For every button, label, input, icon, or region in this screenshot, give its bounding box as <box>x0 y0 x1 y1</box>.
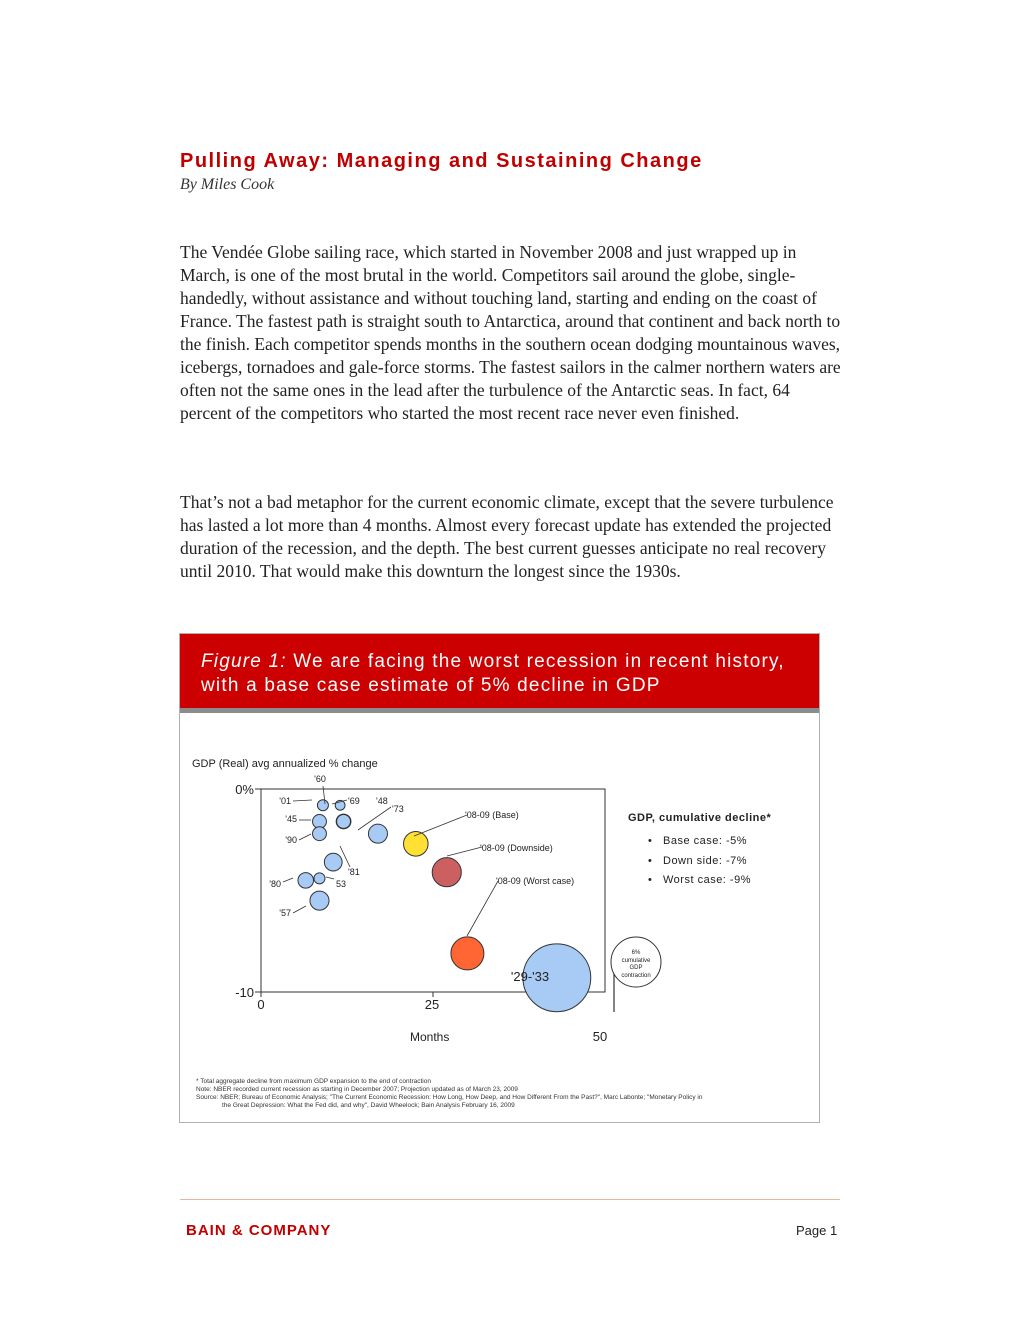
bubble <box>324 853 342 871</box>
bubble-label: '80 <box>269 879 281 889</box>
bubble-label: '60 <box>314 774 326 784</box>
x-tick-label: 25 <box>424 997 440 1012</box>
bain-company-logo: BAIN & COMPANY <box>186 1222 332 1239</box>
footnote: Note: NBER recorded current recession as starting in December 2007; Projection updated as of March 23, 2009 <box>196 1086 518 1093</box>
contraction-note <box>611 937 661 987</box>
bubble <box>314 873 325 884</box>
article-title: Pulling Away: Managing and Sustaining Change <box>180 150 703 172</box>
figure-title: We are facing the worst recession in recent history, with a base case estimate of 5% decline in GDP <box>201 651 785 696</box>
bubble <box>337 815 351 829</box>
bubble-label: '08-09 (Base) <box>465 810 519 820</box>
contraction-note-text: 6% <box>631 950 641 956</box>
x-tick-label: 50 <box>592 1029 608 1044</box>
contraction-note-text: GDP <box>629 965 643 971</box>
bubble-leader-line <box>293 800 312 801</box>
bubble-leader-line <box>326 877 334 879</box>
y-axis-label: GDP (Real) avg annualized % change <box>192 758 378 770</box>
legend-bullet: • <box>648 874 652 886</box>
bubble-label: '57 <box>279 908 291 918</box>
article-paragraph: The Vendée Globe sailing race, which started in November 2008 and just wrapped up in March, is one of the most brutal in the world. Competitors sail around the globe, single-handedly, without assistance and without touching land, starting and ending on the coast of France. The fastest path is straight south to Antarctica, around that continent and back north to the finish. Each competitor spends months in the southern ocean dodging mountainous waves, icebergs, tornadoes and gale-force storms. The fastest sailors in the calmer northern waters are often not the same ones in the lead after the turbulence of the Antarctic seas. In fact, 64 percent of the competitors who started the most recent race never even finished. <box>180 242 841 423</box>
bubble-leader-line <box>447 847 482 856</box>
article-paragraph: That’s not a bad metaphor for the current economic climate, except that the severe turbulence has lasted a lot more than 4 months. Almost every forecast update has extended the projected duration of the recession, and the depth. The best current guesses anticipate no real recovery until 2010. That would make this downturn the longest since the 1930s. <box>180 492 834 581</box>
legend-title: GDP, cumulative decline* <box>628 812 772 824</box>
plot-layer <box>255 774 614 1012</box>
bubble <box>451 937 484 970</box>
x-tick-label: 0 <box>257 997 265 1012</box>
bubble-label: '81 <box>348 867 360 877</box>
page-number: Page 1 <box>796 1223 838 1238</box>
bubble <box>317 800 328 811</box>
bubble <box>432 858 461 887</box>
bubble <box>368 824 387 843</box>
footer-rule <box>180 1199 840 1200</box>
bubble-label: '48 <box>376 796 388 806</box>
bubble <box>313 827 327 841</box>
footnote: * Total aggregate decline from maximum GDP expansion to the end of contraction <box>196 1078 431 1085</box>
bubble-label: '73 <box>392 804 404 814</box>
bubble-label: '45 <box>285 814 297 824</box>
article-byline: By Miles Cook <box>180 176 275 193</box>
bubble-label: '08-09 (Worst case) <box>496 876 575 886</box>
figure-box <box>179 633 820 1123</box>
footnote: the Great Depression: What the Fed did, and why", David Wheelock; Bain Analysis February 16, 2009 <box>222 1102 515 1109</box>
contraction-note-text: contraction <box>621 973 651 979</box>
bubble <box>310 891 329 910</box>
figure-label: Figure 1: <box>201 651 287 672</box>
y-tick-label: -10 <box>235 985 254 1000</box>
footnote: Source: NBER; Bureau of Economic Analysis; "The Current Economic Recession: How Long, How Deep, and How Different From the Past?", Marc Labonte; "Monetary Policy in <box>196 1094 703 1101</box>
bubble-leader-line <box>293 906 306 913</box>
legend-bullet: • <box>648 835 652 847</box>
bubble-label: '90 <box>285 835 297 845</box>
bubble-leader-line <box>414 815 467 836</box>
bubble <box>298 873 314 889</box>
bubble-label: '69 <box>348 796 360 806</box>
bubble-leader-line <box>283 878 293 882</box>
bubble-leader-line <box>299 834 311 840</box>
x-axis-label: Months <box>410 1030 450 1044</box>
bubble-chart <box>180 634 819 1122</box>
legend-bullet: • <box>648 855 652 867</box>
bubble-label: '01 <box>279 796 291 806</box>
legend-item: Down side: -7% <box>663 855 748 867</box>
legend-item: Worst case: -9% <box>663 874 751 886</box>
bubble-leader-line <box>467 881 498 936</box>
contraction-note-text: cumulative <box>621 958 651 964</box>
bubble-label: '08-09 (Downside) <box>480 843 553 853</box>
bubble-label: 53 <box>336 879 347 889</box>
y-tick-label: 0% <box>235 782 254 797</box>
legend-item: Base case: -5% <box>663 835 748 847</box>
bubble-label: '29-'33 <box>510 969 550 984</box>
